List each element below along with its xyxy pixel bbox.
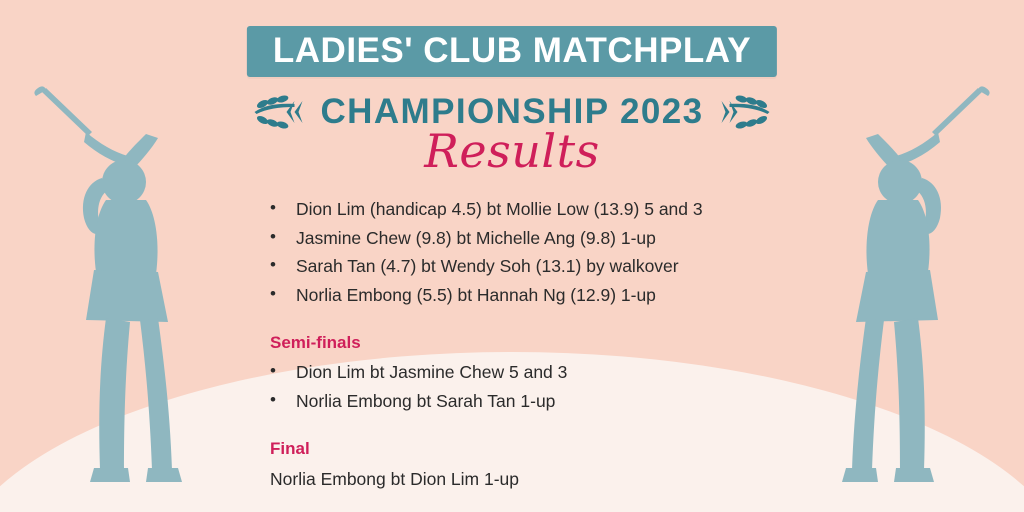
golfer-silhouette-left [28,78,228,498]
list-item: • Norlia Embong (5.5) bt Hannah Ng (12.9) 1-up [262,282,822,309]
round-matches-list [262,196,822,308]
title-banner [247,26,777,77]
list-item: • Sarah Tan (4.7) bt Wendy Soh (13.1) by walkover [262,253,822,280]
page-title: LADIES' CLUB MATCHPLAY [272,31,752,70]
semi-finals-list [262,359,822,414]
results-script-heading: Results [424,124,600,178]
semi-finals-heading: Semi-finals [270,333,361,353]
page-subtitle: CHAMPIONSHIP 2023 [320,92,704,131]
final-heading: Final [270,439,310,459]
list-item: • Dion Lim bt Jasmine Chew 5 and 3 [262,359,822,386]
list-item: • Norlia Embong bt Sarah Tan 1-up [262,388,822,415]
list-item: • Jasmine Chew (9.8) bt Michelle Ang (9.8) 1-up [262,225,822,252]
laurel-right-icon [718,95,774,129]
golfer-silhouette-right [796,78,996,498]
final-result: Norlia Embong bt Dion Lim 1-up [270,469,520,490]
list-item: • Dion Lim (handicap 4.5) bt Mollie Low (13.9) 5 and 3 [262,196,822,223]
laurel-left-icon [251,95,307,129]
results-content [262,196,822,493]
